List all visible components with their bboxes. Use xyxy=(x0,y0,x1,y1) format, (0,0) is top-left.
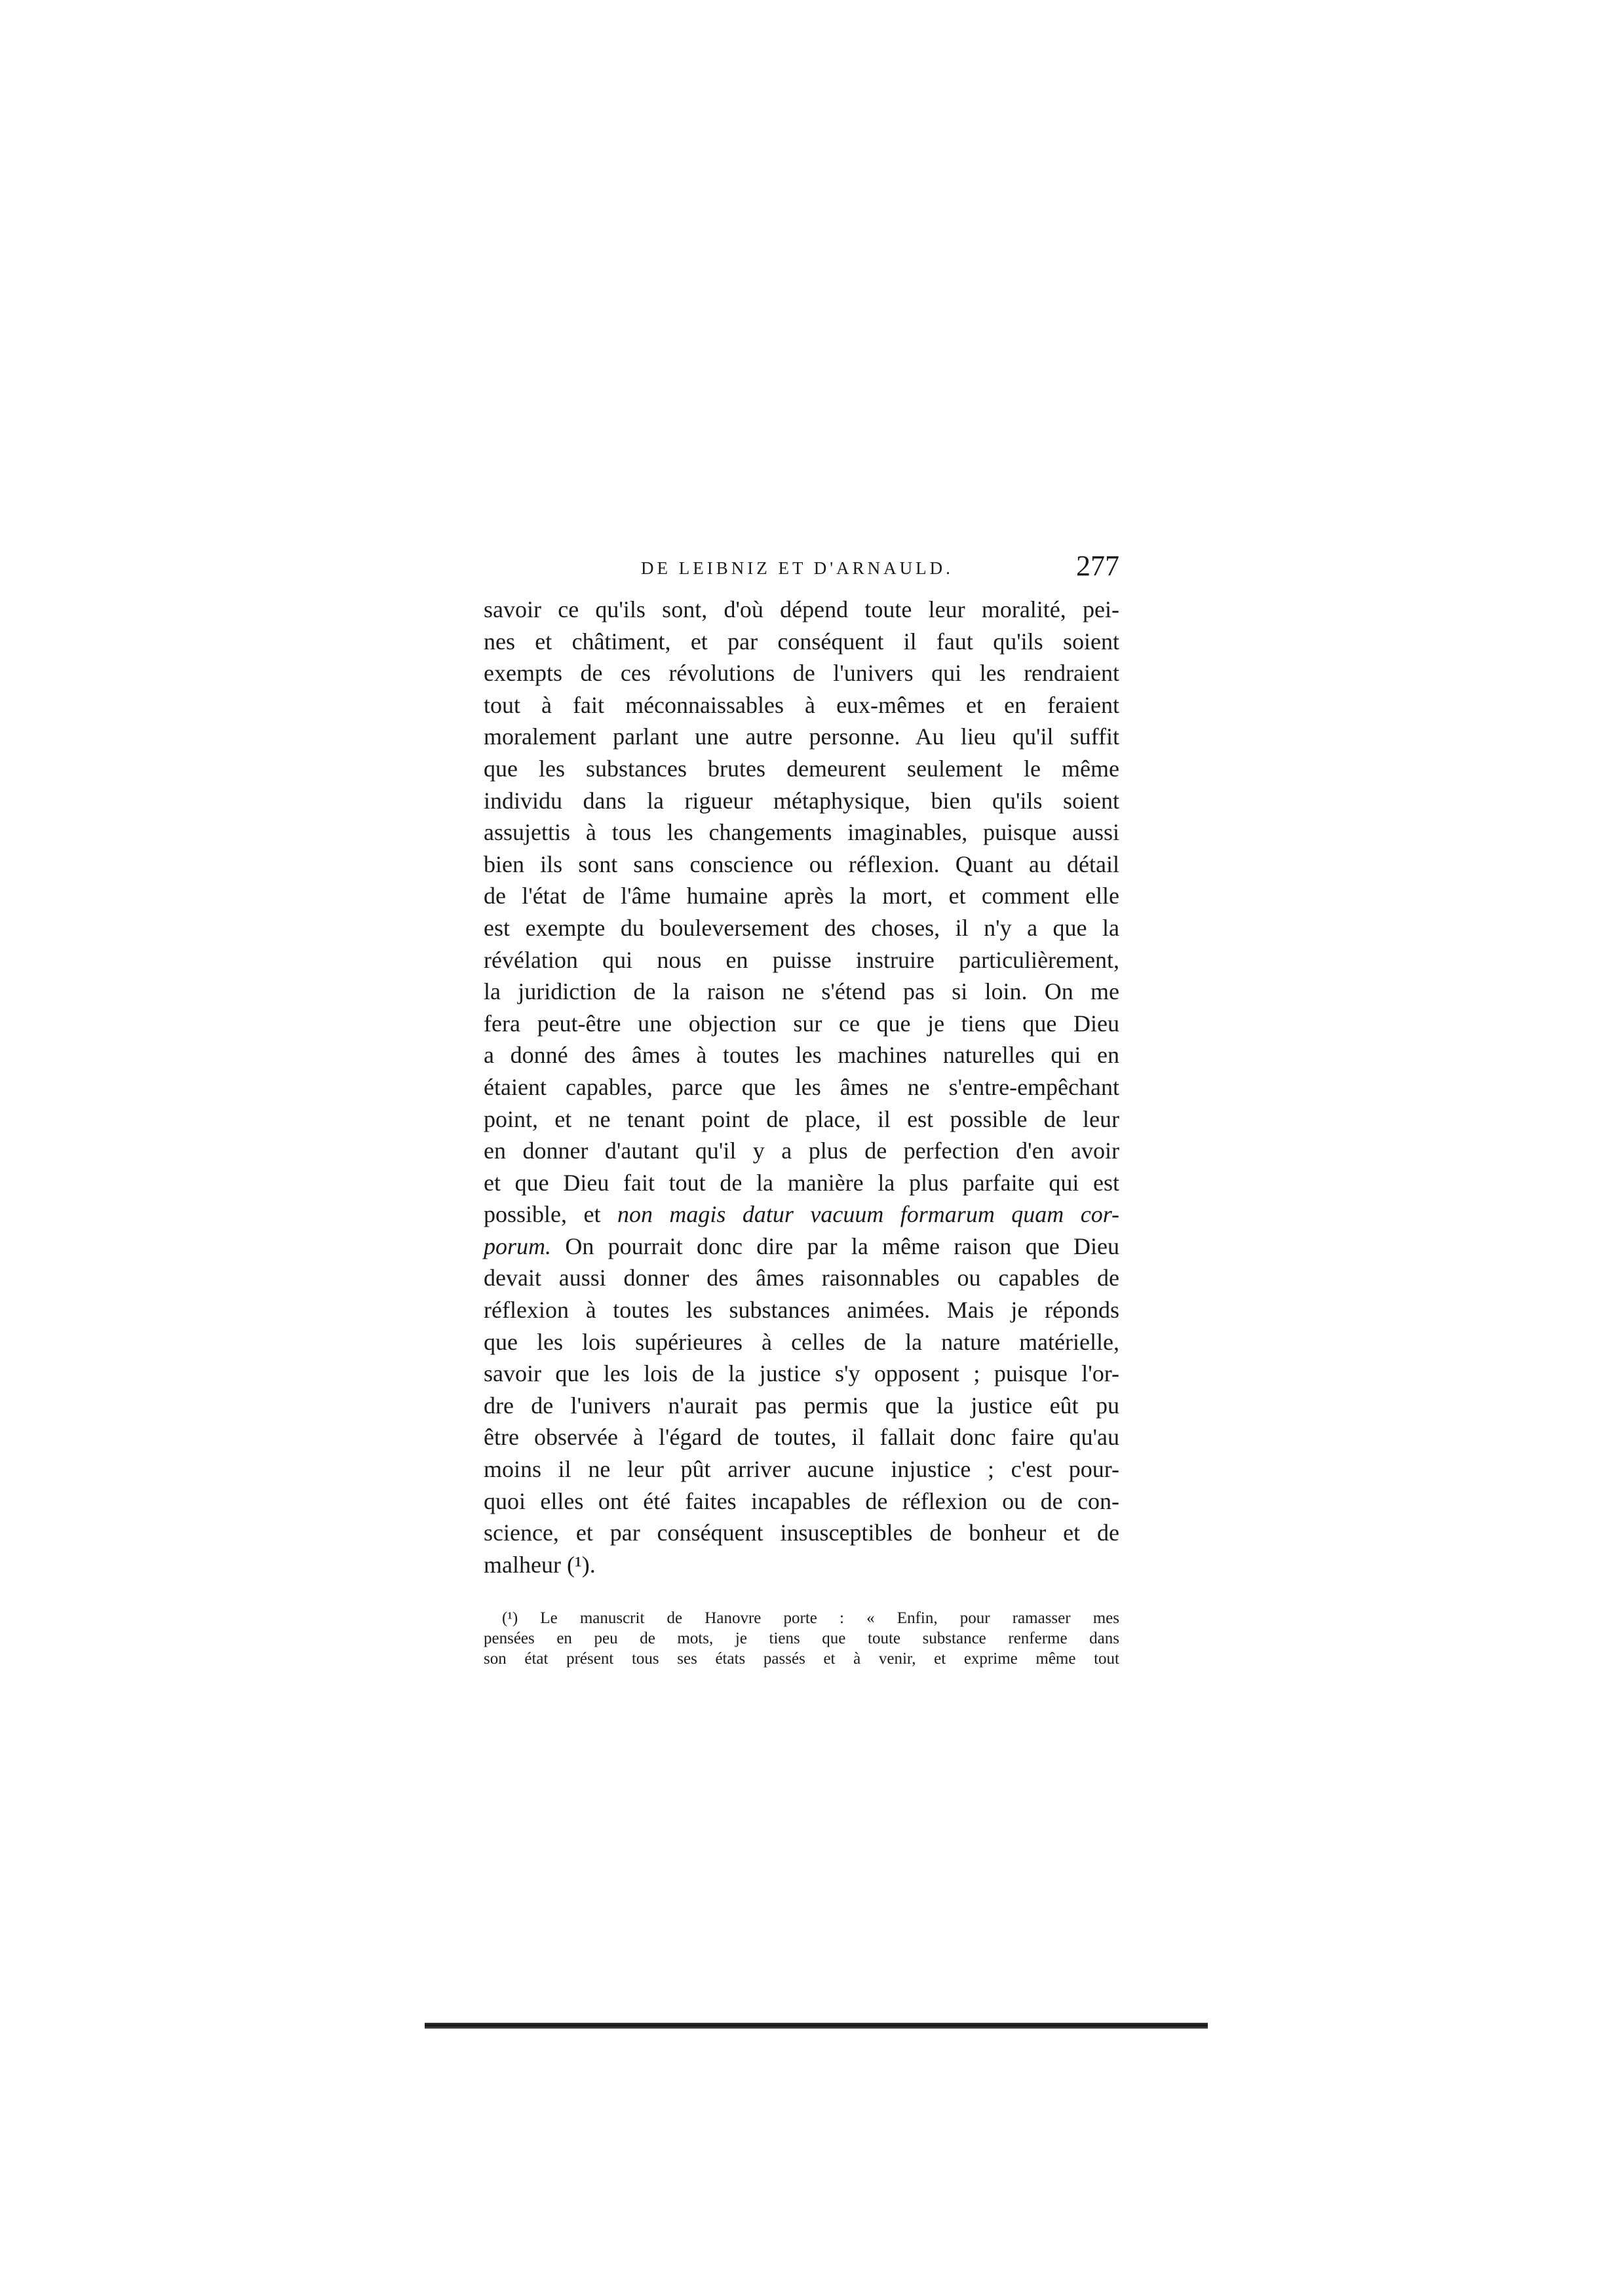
text-line: moins il ne leur pût arriver aucune injustice ; c'est pour- xyxy=(484,1456,1119,1483)
text-line: point, et ne tenant point de place, il est possible de leur xyxy=(484,1105,1119,1132)
footnote xyxy=(484,1608,1119,1669)
latin-quotation: porum. xyxy=(484,1233,552,1259)
text-line: science, et par conséquent insusceptibles de bonheur et de xyxy=(484,1520,1119,1546)
footnote-line: pensées en peu de mots, je tiens que toute substance renferme dans xyxy=(484,1630,1119,1647)
footnote-line: (¹) Le manuscrit de Hanovre porte : « Enfin, pour ramasser mes xyxy=(502,1609,1119,1627)
text-line: étaient capables, parce que les âmes ne s'entre-empêchant xyxy=(484,1073,1119,1100)
text-line: révélation qui nous en puisse instruire particulièrement, xyxy=(484,946,1119,973)
latin-quotation: non magis datur vacuum formarum quam cor- xyxy=(617,1201,1120,1228)
text-line: réflexion à toutes les substances animées. Mais je réponds xyxy=(484,1297,1119,1324)
footnote-line: son état présent tous ses états passés et à venir, et exprime même tout xyxy=(484,1650,1119,1668)
text-line: a donné des âmes à toutes les machines naturelles qui en xyxy=(484,1042,1119,1069)
text-line: et que Dieu fait tout de la manière la plus parfaite qui est xyxy=(484,1169,1119,1196)
text-line: est exempte du bouleversement des choses, il n'y a que la xyxy=(484,914,1119,941)
text-line: que les lois supérieures à celles de la nature matérielle, xyxy=(484,1328,1119,1355)
scan-edge-rule xyxy=(425,2023,1208,2029)
text-line: en donner d'autant qu'il y a plus de perfection d'en avoir xyxy=(484,1138,1119,1164)
text-line: de l'état de l'âme humaine après la mort, et comment elle xyxy=(484,883,1119,909)
text-line: nes et châtiment, et par conséquent il faut qu'ils soient xyxy=(484,628,1119,655)
text-line: moralement parlant une autre personne. Au lieu qu'il suffit xyxy=(484,723,1119,750)
text-line: savoir que les lois de la justice s'y opposent ; puisque l'or- xyxy=(484,1360,1119,1387)
text-line: quoi elles ont été faites incapables de réflexion ou de con- xyxy=(484,1487,1119,1514)
running-head xyxy=(484,549,1119,588)
text-line: bien ils sont sans conscience ou réflexion. Quant au détail xyxy=(484,851,1119,877)
text-line: savoir ce qu'ils sont, d'où dépend toute leur moralité, pei- xyxy=(484,596,1119,622)
text-line: la juridiction de la raison ne s'étend pas si loin. On me xyxy=(484,978,1119,1005)
text-line-with-latin xyxy=(484,1231,1119,1263)
text-line-with-latin xyxy=(484,1198,1119,1231)
text-line: assujettis à tous les changements imaginables, puisque aussi xyxy=(484,819,1119,846)
body-text xyxy=(484,594,1119,1580)
text-line: tout à fait méconnaissables à eux-mêmes et en feraient xyxy=(484,691,1119,718)
roman-text: possible, et xyxy=(484,1201,617,1228)
text-line: fera peut-être une objection sur ce que je tiens que Dieu xyxy=(484,1010,1119,1037)
text-line: devait aussi donner des âmes raisonnables ou capables de xyxy=(484,1265,1119,1292)
text-line: que les substances brutes demeurent seulement le même xyxy=(484,755,1119,782)
text-line: individu dans la rigueur métaphysique, bien qu'ils soient xyxy=(484,787,1119,814)
text-line: exempts de ces révolutions de l'univers qui les rendraient xyxy=(484,660,1119,687)
roman-text: On pourrait donc dire par la même raison que Dieu xyxy=(551,1233,1119,1259)
text-line: être observée à l'égard de toutes, il fallait donc faire qu'au xyxy=(484,1424,1119,1451)
running-title: DE LEIBNIZ ET D'ARNAULD. xyxy=(641,558,954,578)
text-line: dre de l'univers n'aurait pas permis que la justice eût pu xyxy=(484,1392,1119,1419)
page-number: 277 xyxy=(1076,550,1119,582)
text-line: malheur (¹). xyxy=(484,1551,596,1578)
